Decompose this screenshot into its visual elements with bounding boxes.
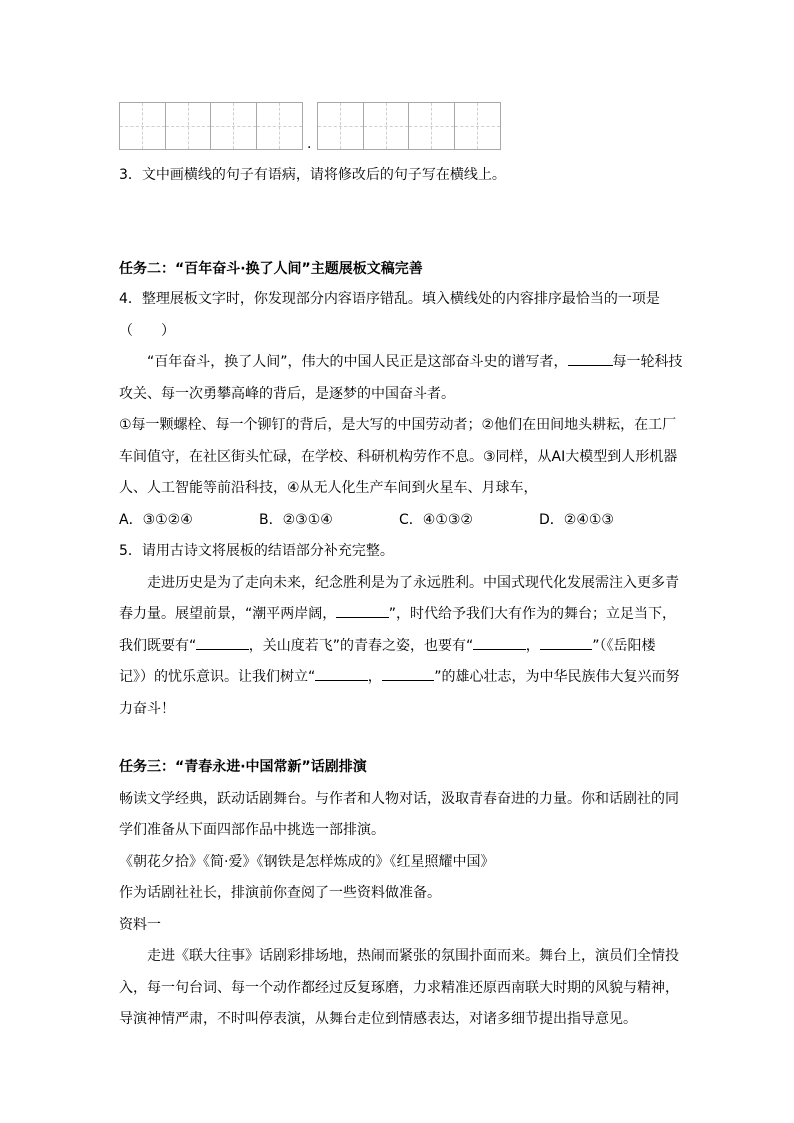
grid-cell[interactable] bbox=[257, 103, 303, 149]
option-a[interactable]: A．③①②④ bbox=[119, 511, 193, 528]
prep-text: 作为话剧社社长，排演前你查阅了一些资料做准备。 bbox=[119, 885, 441, 901]
fill-blank[interactable] bbox=[540, 635, 593, 650]
grid-cell[interactable] bbox=[409, 103, 455, 149]
works-list: 《朝花夕拾》《简·爱》《钢铁是怎样炼成的》《红星照耀中国》 bbox=[119, 853, 495, 870]
question-4-items: ①每一颗螺栓、每一个铆钉的背后，是大写的中国劳动者；②他们在田间地头耕耘，在工厂车间值守，在社区街头忙碌，在学校、科研机构劳作不息。③同样，从AI大模型到人形机器人、人工智能等前沿科技，④从无人化生产车间到火星车、月球车， bbox=[119, 417, 678, 496]
answer-grid-right[interactable] bbox=[317, 102, 501, 150]
grid-cell[interactable] bbox=[120, 103, 166, 149]
grid-separator: . bbox=[307, 136, 312, 152]
fill-blank[interactable] bbox=[315, 666, 368, 681]
grid-cell[interactable] bbox=[364, 103, 410, 149]
grid-cell[interactable] bbox=[455, 103, 501, 149]
fill-blank[interactable] bbox=[336, 603, 389, 618]
question-5-stem: 5．请用古诗文将展板的结语部分补充完整。 bbox=[119, 543, 394, 559]
question-4-stem: 4．整理展板文字时，你发现部分内容语序错乱。填入横线处的内容排序最恰当的一项是 bbox=[119, 291, 660, 307]
question-4 bbox=[119, 284, 683, 725]
answer-grid-left[interactable] bbox=[119, 102, 303, 150]
grid-cell[interactable] bbox=[166, 103, 212, 149]
question-4-passage: “百年奋斗，换了人间”，伟大的中国人民正是这部奋斗史的谱写者， 每一轮科技攻关、每一次勇攀高峰的背后，是逐梦的中国奋斗者。 bbox=[119, 347, 683, 410]
fill-blank[interactable] bbox=[473, 635, 526, 650]
answer-paren: （ ） bbox=[119, 322, 175, 339]
task3-heading: 任务三：“青春永进·中国常新”话剧排演 bbox=[119, 759, 367, 775]
fill-blank[interactable] bbox=[196, 635, 249, 650]
question-5-passage: 走进历史是为了走向未来，纪念胜利是为了永远胜利。中国式现代化发展需注入更多青春力量。展望前景，“潮平两岸阔， ”，时代给予我们大有作为的舞台；立足当下，我们既要有“ ，关山度若飞”的青春之姿，也要有“ ， ”（《岳阳楼记》）的忧乐意识。让我们树立“ ， ”的雄心壮志，为中华民族伟大复兴而努力奋斗！ bbox=[119, 574, 680, 717]
option-b[interactable]: B．②③①④ bbox=[259, 511, 333, 528]
material-label: 资料一 bbox=[119, 916, 161, 933]
grid-cell[interactable] bbox=[318, 103, 364, 149]
option-c[interactable]: C．④①③② bbox=[399, 511, 473, 528]
grid-cell[interactable] bbox=[211, 103, 257, 149]
options bbox=[119, 505, 683, 537]
task3 bbox=[119, 752, 683, 1036]
question-3: 3．文中画横线的句子有语病，请将修改后的句子写在横线上。 bbox=[119, 167, 506, 183]
fill-blank[interactable] bbox=[568, 351, 613, 366]
task2-heading: 任务二：“百年奋斗·换了人间”主题展板文稿完善 bbox=[119, 261, 423, 277]
task3-intro: 畅读文学经典，跃动话剧舞台。与作者和人物对话，汲取青春奋进的力量。你和话剧社的同学们准备从下面四部作品中挑选一部排演。 bbox=[119, 790, 679, 838]
material-text: 走进《联大往事》话剧彩排场地，热闹而紧张的氛围扑面而来。舞台上，演员们全情投入，每一句台词、每一个动作都经过反复琢磨，力求精准还原西南联大时期的风貌与精神，导演神情严肃，不时叫停表演，从舞台走位到情感表达，对诸多细节提出指导意见。 bbox=[119, 948, 679, 1027]
fill-blank[interactable] bbox=[382, 666, 435, 681]
option-d[interactable]: D．②④①③ bbox=[539, 511, 614, 528]
